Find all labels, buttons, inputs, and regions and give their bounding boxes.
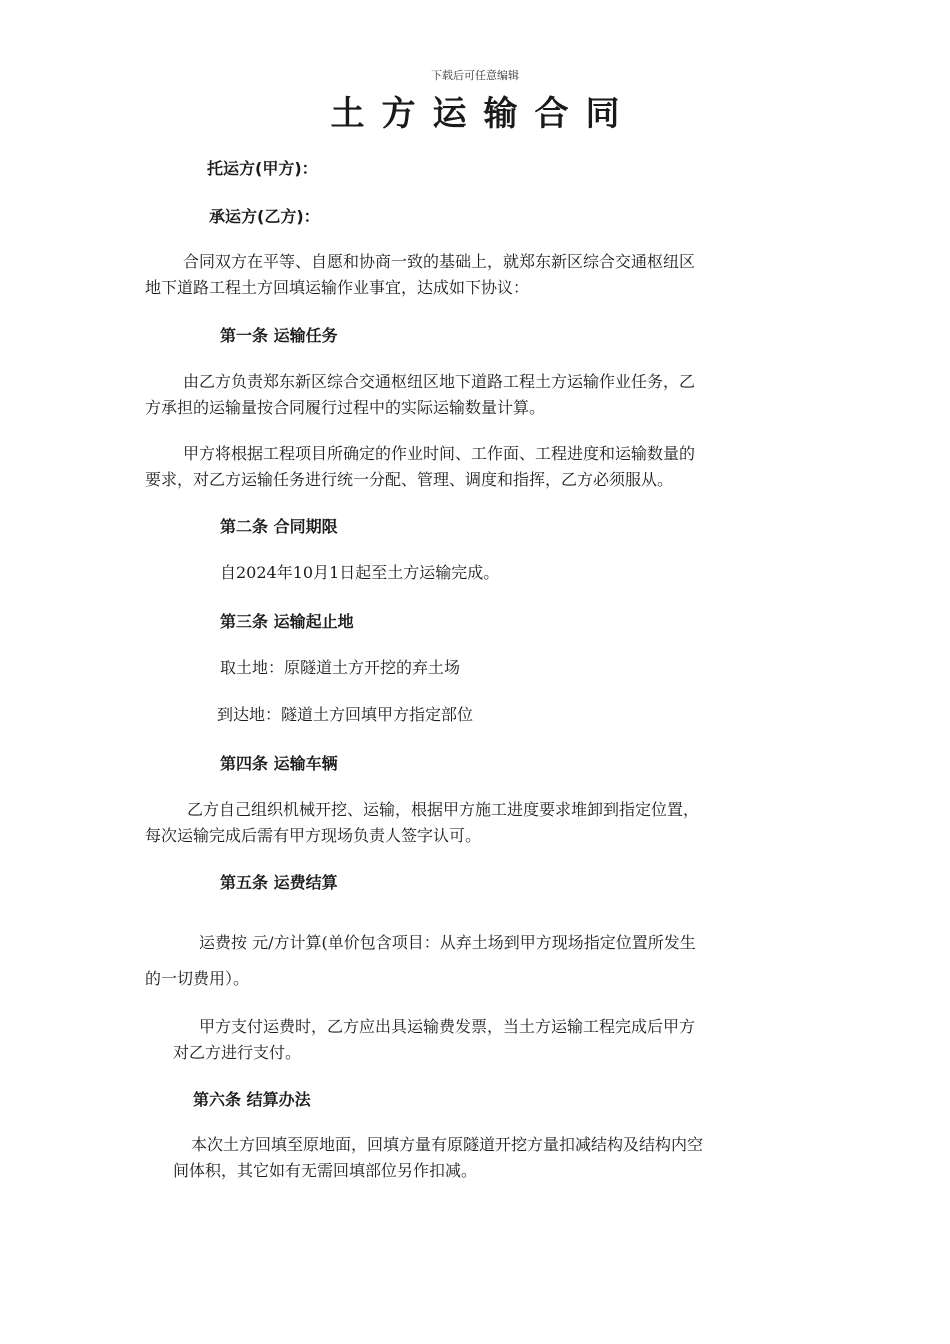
article-2-text: 自2024年10月1日起至土方运输完成。 — [220, 563, 500, 582]
contract-title: 土方运输合同 — [330, 94, 637, 134]
article-1-p1-line-2: 方承担的运输量按合同履行过程中的实际运输数量计算。 — [145, 398, 546, 417]
article-1-p2-line-2: 要求，对乙方运输任务进行统一分配、管理、调度和指挥，乙方必须服从。 — [145, 470, 674, 489]
carrier-party: 承运方(乙方)： — [209, 207, 320, 226]
article-4-line-2: 每次运输完成后需有甲方现场负责人签字认可。 — [145, 826, 482, 845]
article-4-heading: 第四条 运输车辆 — [220, 754, 338, 773]
article-5-p2-line-1: 甲方支付运费时，乙方应出具运输费发票，当土方运输工程完成后甲方 — [199, 1017, 696, 1036]
article-1-p2-line-1: 甲方将根据工程项目所确定的作业时间、工作面、工程进度和运输数量的 — [183, 444, 696, 463]
article-5-heading: 第五条 运费结算 — [220, 873, 338, 892]
article-2-heading: 第二条 合同期限 — [220, 517, 338, 536]
article-1-p1-line-1: 由乙方负责郑东新区综合交通枢纽区地下道路工程土方运输作业任务，乙 — [183, 372, 696, 391]
article-5-p1-line-2: 的一切费用）。 — [145, 969, 250, 988]
article-5-p2-line-2: 对乙方进行支付。 — [173, 1043, 302, 1062]
article-6-line-1: 本次土方回填至原地面，回填方量有原隧道开挖方量扣减结构及结构内空 — [191, 1135, 704, 1154]
article-1-heading: 第一条 运输任务 — [220, 326, 338, 345]
article-3-heading: 第三条 运输起止地 — [220, 612, 354, 631]
article-3-destination: 到达地：隧道土方回填甲方指定部位 — [217, 705, 474, 724]
intro-line-2: 地下道路工程土方回填运输作业事宜，达成如下协议： — [145, 278, 530, 297]
article-3-origin: 取土地：原隧道土方开挖的弃土场 — [220, 658, 461, 677]
shipper-party: 托运方(甲方)： — [207, 159, 318, 178]
article-6-line-2: 间体积，其它如有无需回填部位另作扣减。 — [173, 1161, 478, 1180]
article-6-heading: 第六条 结算办法 — [193, 1090, 311, 1109]
intro-line-1: 合同双方在平等、自愿和协商一致的基础上，就郑东新区综合交通枢纽区 — [183, 252, 696, 271]
header-note: 下载后可任意编辑 — [431, 69, 519, 82]
article-5-p1-line-1: 运费按 元/方计算(单价包含项目：从弃土场到甲方现场指定位置所发生 — [199, 933, 696, 952]
article-4-line-1: 乙方自己组织机械开挖、运输，根据甲方施工进度要求堆卸到指定位置， — [187, 800, 700, 819]
